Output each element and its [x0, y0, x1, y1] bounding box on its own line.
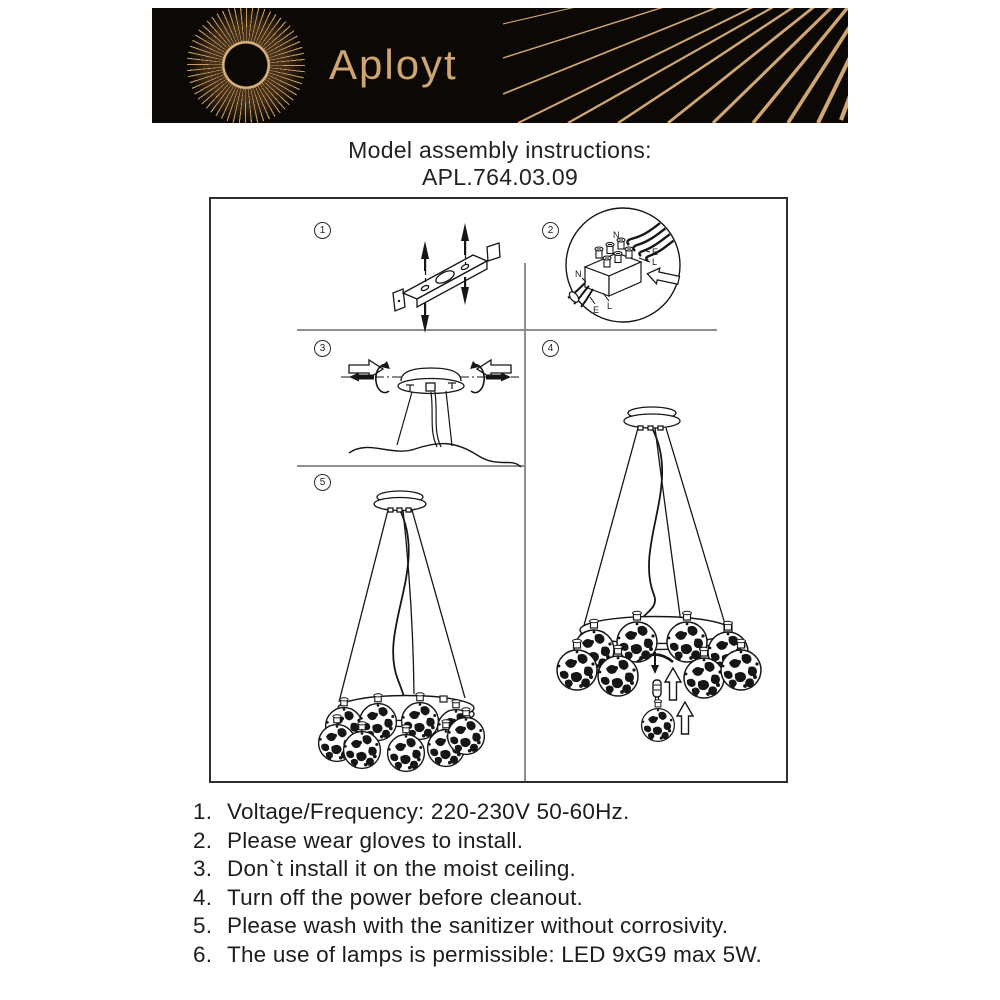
instruction-number: 2.	[193, 827, 213, 853]
instruction-number: 1.	[193, 799, 213, 824]
dust-cover-line	[349, 444, 521, 467]
instruction-number: 6.	[193, 941, 213, 967]
model-number: APL.764.03.09	[421, 164, 579, 190]
step-3-badge: 3	[314, 340, 331, 357]
instruction-number: 3.	[193, 856, 213, 882]
wire-label-n-in: N	[613, 230, 620, 240]
instruction-text: Please wash with the sanitizer without corrosivity.	[227, 913, 729, 939]
step-2-badge: 2	[542, 222, 559, 239]
step-5-diagram-finished-chandelier	[318, 484, 526, 776]
wire-label-l-in: L	[652, 257, 658, 267]
instruction-text: Please wear gloves to install.	[227, 827, 524, 853]
step-4-badge: 4	[542, 340, 559, 357]
instruction-number: 4.	[193, 884, 213, 910]
instruction-text: Voltage/Frequency: 220-230V 50-60Hz.	[227, 799, 630, 824]
instruction-text: Don`t install it on the moist ceiling.	[227, 856, 577, 882]
instruction-text: The use of lamps is permissible: LED 9xG9 max 5W.	[227, 941, 762, 967]
instruction-text: Turn off the power before cleanout.	[227, 884, 583, 910]
wire-label-e-in: E	[652, 247, 659, 257]
ceiling-canopy	[374, 491, 426, 512]
instruction-item	[193, 884, 762, 913]
step-1-diagram-mounting-bracket	[381, 221, 509, 335]
step-3-diagram-canopy-fixing	[335, 345, 525, 475]
brand-name: Aployt	[329, 41, 458, 88]
page-title	[0, 137, 1000, 191]
banner-rays-decoration	[503, 8, 848, 123]
wire-label-l-out: L	[607, 301, 613, 311]
instruction-item	[193, 941, 762, 970]
step-4-diagram-bulb-shade-install	[542, 400, 782, 776]
brand-banner	[152, 8, 848, 123]
suspension-cables	[339, 510, 465, 706]
ceiling-canopy	[398, 368, 464, 394]
instruction-item	[193, 798, 762, 827]
instruction-item	[193, 827, 762, 856]
assembly-title: Model assembly instructions:	[348, 137, 652, 163]
instruction-item	[193, 912, 762, 941]
suspension-cables	[580, 428, 728, 640]
instruction-item	[193, 855, 762, 884]
step-1-badge: 1	[314, 222, 331, 239]
insert-bulb-arrow-icon	[665, 668, 681, 700]
attach-shade-arrow-icon	[677, 702, 693, 734]
step-5-badge: 5	[314, 474, 331, 491]
g9-bulb	[653, 680, 661, 702]
ceiling-canopy	[624, 407, 680, 430]
assembly-diagram-panel	[209, 197, 788, 783]
sunburst-logo-icon	[187, 8, 305, 123]
instruction-number: 5.	[193, 913, 213, 939]
wire-label-n-out: N	[575, 269, 582, 279]
detached-ball-shade	[642, 700, 675, 742]
instructions-list	[193, 798, 762, 970]
step-2-diagram-terminal-wiring	[555, 201, 720, 333]
wire-label-e-out: E	[593, 305, 600, 315]
